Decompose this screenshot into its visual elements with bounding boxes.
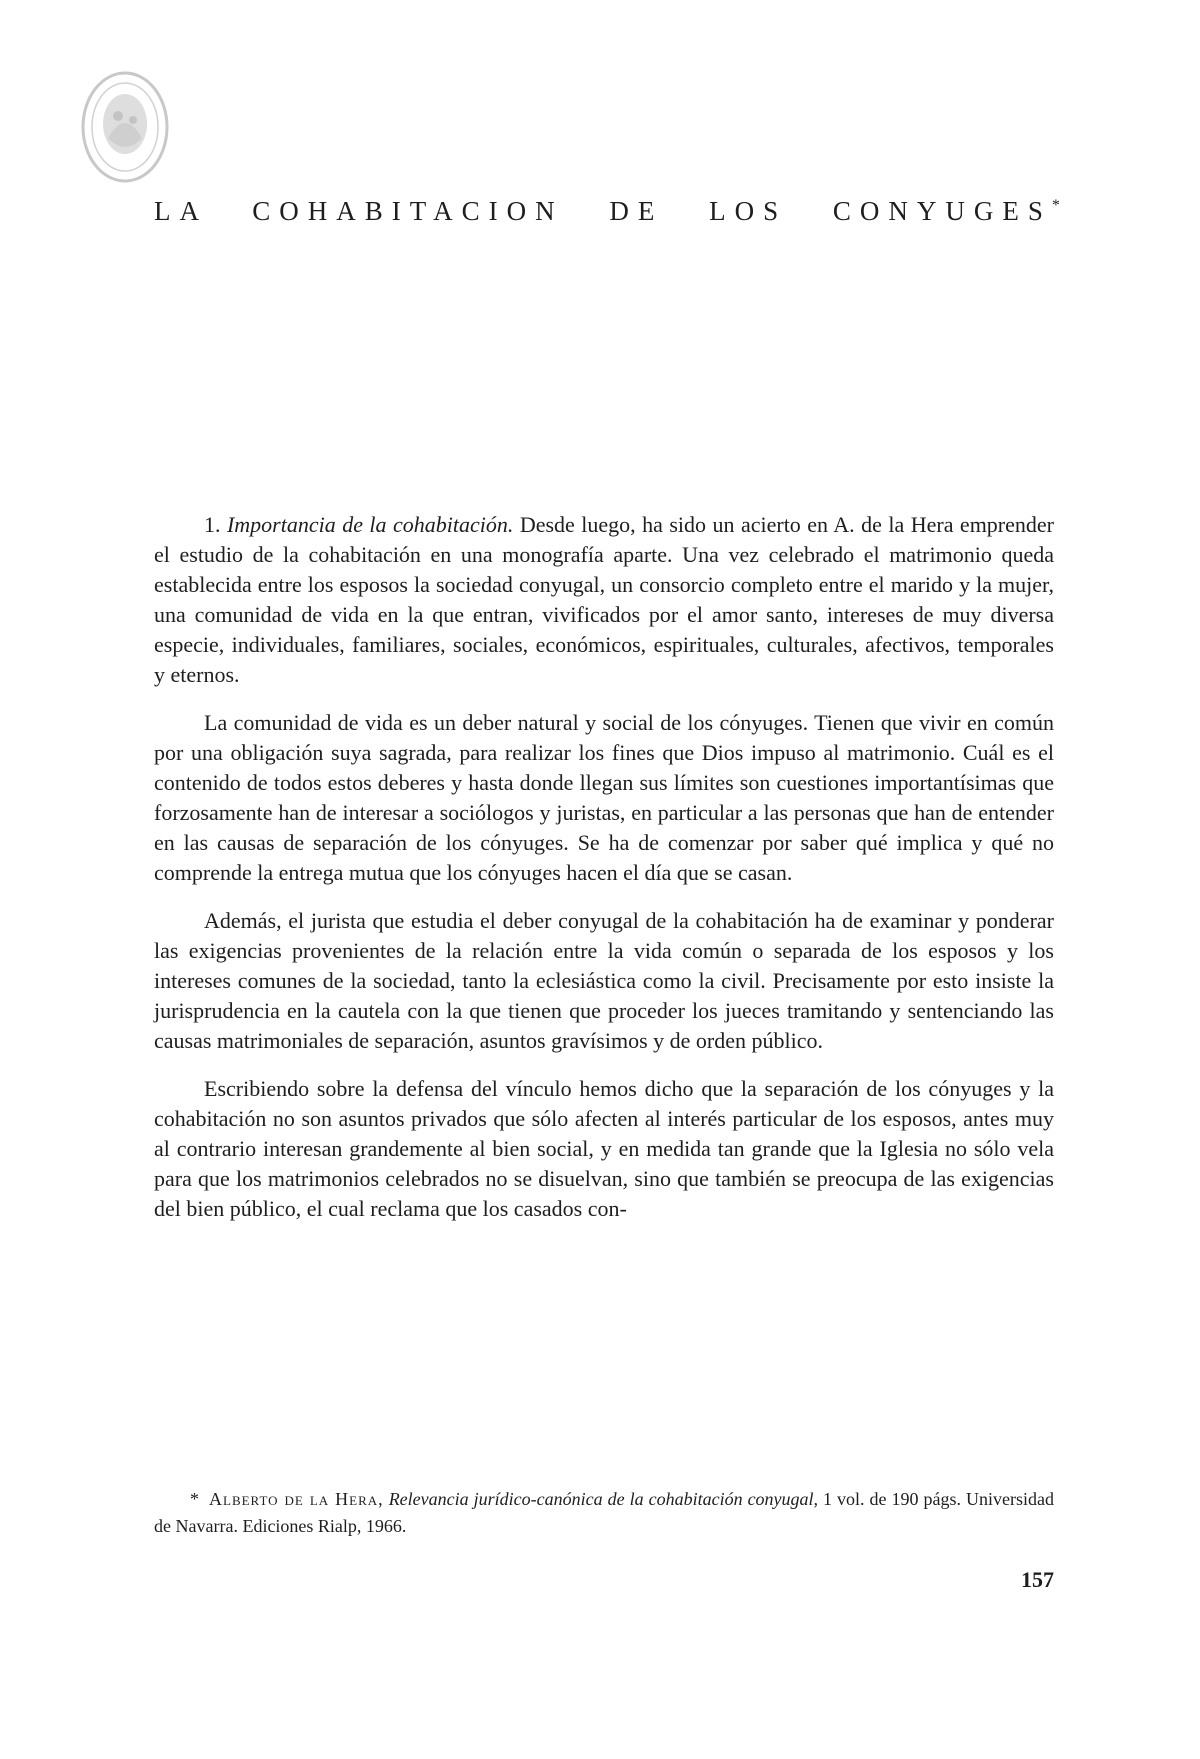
- paragraph-4: Escribiendo sobre la defensa del vínculo hemos dicho que la separación de los cónyuges y la cohabitación no son asuntos privados que sólo afecten al interés particular de los esposos, antes muy al contrario interesan grandemente al bien social, y en medida tan grande que la Iglesia no sólo vela para que los matrimonios celebrados no se disuelvan, sino que también se preocupa de las exigencias del bien público, el cual reclama que los casados con-: [154, 1076, 1054, 1221]
- paragraph-1: [154, 510, 1054, 690]
- section-number: 1.: [204, 512, 221, 537]
- article-body: [154, 510, 1054, 1242]
- library-seal-stamp: [78, 68, 172, 186]
- footnote-author: Alberto de la Hera,: [209, 1489, 384, 1509]
- paragraph-1-text: Desde luego, ha sido un acierto en A. de la Hera emprender el estudio de la cohabitación en una monografía aparte. Una vez celebrado el matrimonio queda establecida entre los esposos la sociedad conyugal, un consorcio completo entre el marido y la mujer, una comunidad de vida en la que entran, vivificados por el amor santo, intereses de muy diversa especie, individuales, familiares, sociales, económicos, espirituales, culturales, afectivos, temporales y eternos.: [154, 512, 1054, 687]
- footnote-mark: *: [190, 1489, 199, 1509]
- title-text: LA COHABITACION DE LOS CONYUGES: [154, 196, 1052, 226]
- page-number: 157: [1021, 1567, 1054, 1592]
- footnote-book-title: Relevancia jurídico-canónica de la cohabitación conyugal,: [388, 1489, 819, 1509]
- paragraph-2: La comunidad de vida es un deber natural y social de los cónyuges. Tienen que vivir en común por una obligación suya sagrada, para realizar los fines que Dios impuso al matrimonio. Cuál es el contenido de todos estos deberes y hasta donde llegan sus límites son cuestiones importantísimas que forzosamente han de interesar a sociólogos y juristas, en particular a las personas que han de entender en las causas de separación de los cónyuges. Se ha de comenzar por saber qué implica y qué no comprende la entrega mutua que los cónyuges hacen el día que se casan.: [154, 710, 1054, 885]
- title-footnote-mark: *: [1051, 197, 1060, 214]
- footnote: [154, 1486, 1054, 1540]
- article-title: [154, 196, 1094, 227]
- section-heading: Importancia de la cohabitación.: [226, 512, 514, 537]
- footnote-details: 1 vol. de 190 págs. Universidad de Navarra. Ediciones Rialp, 1966.: [154, 1489, 1054, 1536]
- paragraph-3: Además, el jurista que estudia el deber conyugal de la cohabitación ha de examinar y ponderar las exigencias provenientes de la relación entre la vida común o separada de los esposos y los intereses comunes de la sociedad, tanto la eclesiástica como la civil. Precisamente por esto insiste la jurisprudencia en la cautela con la que tienen que proceder los jueces tramitando y sentenciando las causas matrimoniales de separación, asuntos gravísimos y de orden público.: [154, 908, 1054, 1053]
